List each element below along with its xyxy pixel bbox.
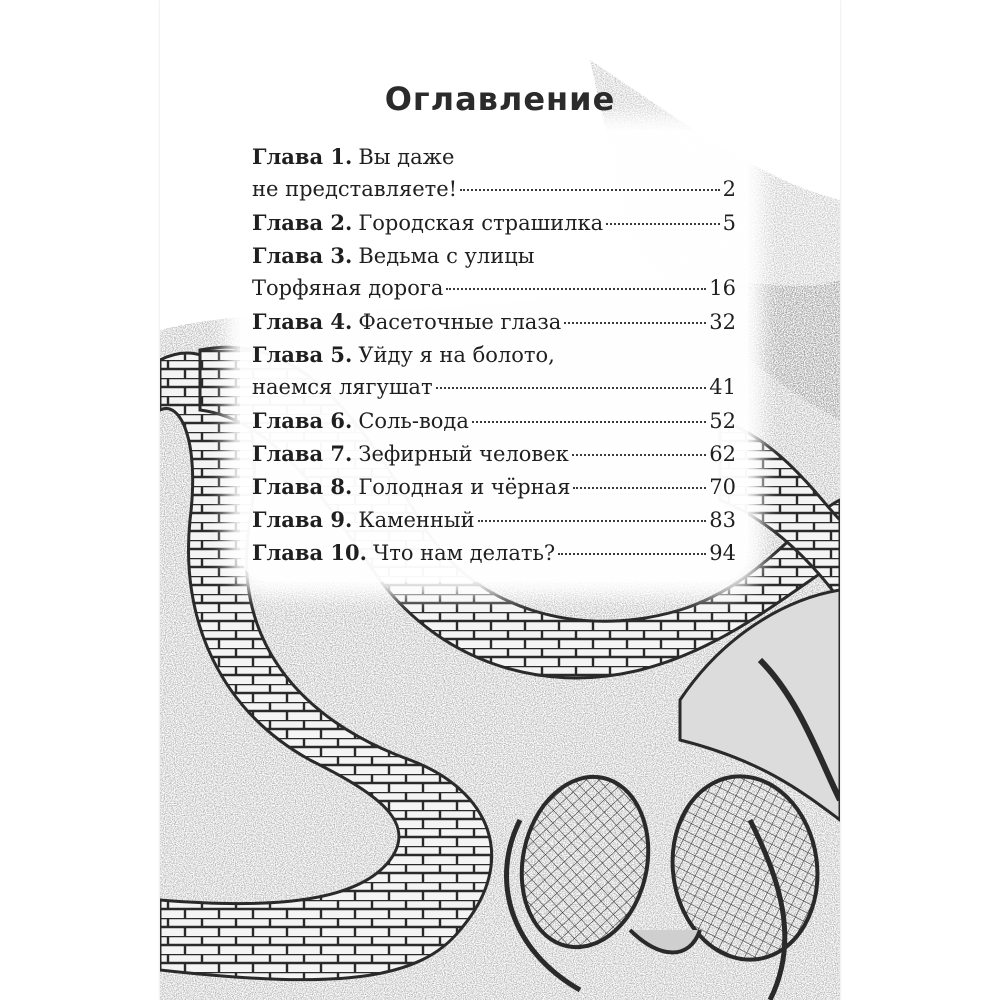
toc-entry-8: [252, 470, 736, 503]
chapter-number: Глава 9.: [252, 507, 353, 532]
chapter-title: Что нам делать?: [372, 541, 556, 565]
chapter-number: Глава 7.: [252, 441, 353, 466]
page-number: 16: [709, 276, 736, 300]
chapter-title: наемся лягушат: [252, 375, 433, 399]
dot-leader: [446, 288, 706, 290]
chapter-number: Глава 2.: [252, 210, 353, 235]
page-number: 41: [709, 375, 736, 399]
dot-leader: [478, 520, 707, 522]
dot-leader: [606, 223, 720, 225]
toc-entry-10: [252, 536, 736, 569]
chapter-title: Каменный: [358, 508, 475, 532]
chapter-number: Глава 6.: [252, 408, 353, 433]
page-number: 62: [709, 442, 736, 466]
dot-leader: [573, 487, 706, 489]
chapter-title: Голодная и чёрная: [358, 475, 571, 499]
toc-entry-5-cont: [252, 371, 736, 404]
chapter-number: Глава 8.: [252, 474, 353, 499]
chapter-title: Ведьма с улицы: [358, 244, 535, 268]
chapter-title: Соль-вода: [358, 409, 469, 433]
dot-leader: [564, 322, 706, 324]
toc-entry-3: [252, 239, 736, 272]
chapter-number: Глава 3.: [252, 243, 353, 268]
chapter-title: Зефирный человек: [358, 442, 569, 466]
chapter-number: Глава 4.: [252, 309, 353, 334]
chapter-title: Торфяная дорога: [252, 276, 444, 300]
toc-title: Оглавление: [384, 80, 616, 118]
page-number: 5: [722, 211, 736, 235]
toc-entry-9: [252, 503, 736, 536]
toc-entry-7: [252, 437, 736, 470]
chapter-title: Городская страшилка: [358, 211, 604, 235]
toc-entry-1: [252, 140, 736, 173]
dot-leader: [460, 189, 720, 191]
page-number: 94: [709, 541, 736, 565]
dot-leader: [558, 553, 706, 555]
page-number: 52: [709, 409, 736, 433]
toc-entry-4: [252, 305, 736, 338]
chapter-title: не представляете!: [252, 177, 458, 201]
chapter-title: Фасеточные глаза: [358, 310, 562, 334]
page-number: 70: [709, 475, 736, 499]
dot-leader: [436, 387, 707, 389]
chapter-title: Уйду я на болото,: [358, 343, 555, 367]
chapter-number: Глава 10.: [252, 540, 367, 565]
chapter-title: Вы даже: [358, 145, 455, 169]
page-number: 32: [709, 310, 736, 334]
dot-leader: [472, 421, 706, 423]
toc-entry-1-cont: [252, 173, 736, 206]
page-number: 2: [722, 177, 736, 201]
chapter-number: Глава 1.: [252, 144, 353, 169]
toc-list: [252, 140, 736, 569]
book-page: [160, 0, 840, 1000]
toc-entry-6: [252, 404, 736, 437]
toc-entry-5: [252, 338, 736, 371]
dot-leader: [572, 454, 706, 456]
toc-entry-2: [252, 206, 736, 239]
toc-entry-3-cont: [252, 272, 736, 305]
chapter-number: Глава 5.: [252, 342, 353, 367]
page-number: 83: [709, 508, 736, 532]
